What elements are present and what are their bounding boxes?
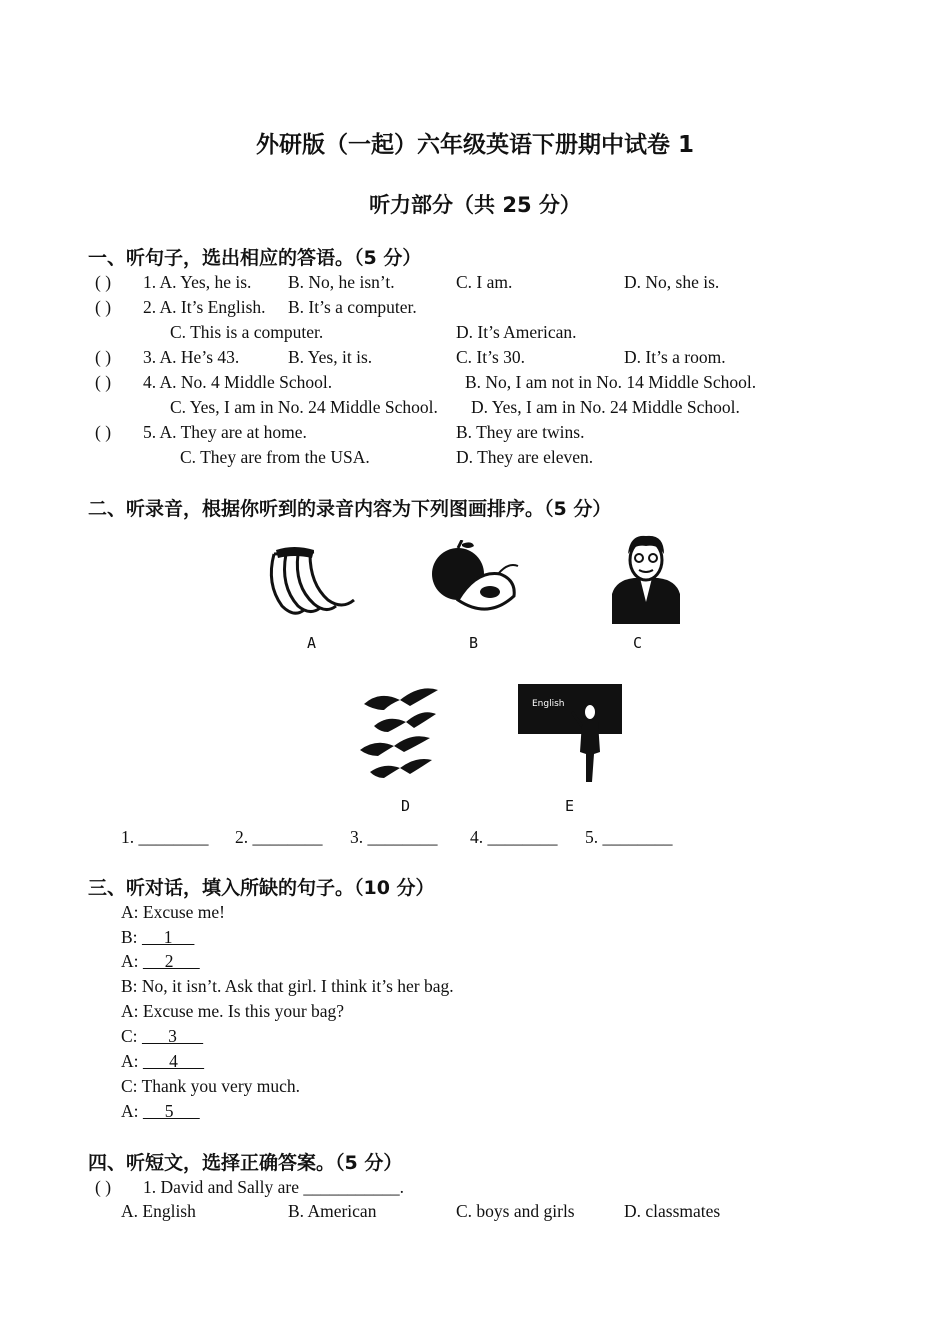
- picture-label-e: E: [565, 797, 575, 815]
- q4-option-c: C. Yes, I am in No. 24 Middle School.: [170, 397, 438, 417]
- exam-title: 外研版（一起）六年级英语下册期中试卷 1: [255, 132, 694, 158]
- answer-paren: ( ): [95, 1177, 112, 1197]
- picture-label-b: B: [469, 634, 479, 652]
- dialogue-line-2: [121, 927, 194, 947]
- listening-part-title: 听力部分（共 25 分）: [369, 193, 581, 217]
- section-1-heading: 一、听句子，选出相应的答语。（5 分）: [88, 247, 422, 269]
- s4-q1-option-d: D. classmates: [624, 1201, 721, 1221]
- q5-option-c: C. They are from the USA.: [180, 447, 370, 467]
- section-4-heading: 四、听短文，选择正确答案。（5 分）: [88, 1152, 403, 1174]
- order-blank-5[interactable]: 5. ________: [585, 827, 673, 847]
- picture-label-a: A: [307, 634, 317, 652]
- s4-q1-option-c: C. boys and girls: [456, 1201, 575, 1221]
- s4-q1-text: 1. David and Sally are ___________.: [143, 1177, 404, 1197]
- order-blank-3[interactable]: 3. ________: [350, 827, 438, 847]
- answer-paren: ( ): [95, 372, 112, 392]
- dialogue-blank-2[interactable]: 2: [142, 951, 200, 971]
- section-3-heading: 三、听对话，填入所缺的句子。（10 分）: [88, 877, 435, 899]
- s4-q1-option-a: A. English: [121, 1201, 196, 1221]
- q1-option-b: B. No, he isn’t.: [288, 272, 395, 292]
- q1-option-a: 1. A. Yes, he is.: [143, 272, 252, 292]
- s4-q1-option-b: B. American: [288, 1201, 377, 1221]
- dialogue-line-1: A: Excuse me!: [121, 902, 225, 922]
- dialogue-line-3: [121, 951, 200, 971]
- dialogue-line-9: [121, 1101, 200, 1121]
- answer-paren: ( ): [95, 422, 112, 442]
- dialogue-blank-4[interactable]: 4: [142, 1051, 205, 1071]
- q5-option-b: B. They are twins.: [456, 422, 585, 442]
- apples-picture: [428, 540, 524, 620]
- speaker-label: B:: [121, 927, 138, 947]
- q1-option-c: C. I am.: [456, 272, 513, 292]
- dialogue-line-6: [121, 1026, 203, 1046]
- q5-option-d: D. They are eleven.: [456, 447, 594, 467]
- picture-label-c: C: [633, 634, 643, 652]
- section-2-heading: 二、听录音，根据你听到的录音内容为下列图画排序。（5 分）: [88, 498, 612, 520]
- answer-paren: ( ): [95, 272, 112, 292]
- dialogue-line-8: C: Thank you very much.: [121, 1076, 301, 1096]
- speaker-label: A:: [121, 1051, 139, 1071]
- picture-label-d: D: [401, 797, 411, 815]
- q4-option-a: 4. A. No. 4 Middle School.: [143, 372, 333, 392]
- dialogue-blank-3[interactable]: 3: [141, 1026, 204, 1046]
- q1-option-d: D. No, she is.: [624, 272, 720, 292]
- birds-picture: [350, 680, 446, 790]
- q3-option-d: D. It’s a room.: [624, 347, 726, 367]
- q3-option-c: C. It’s 30.: [456, 347, 526, 367]
- teacher-blackboard-picture: [516, 682, 624, 786]
- order-blank-2[interactable]: 2. ________: [235, 827, 323, 847]
- q4-option-d: D. Yes, I am in No. 24 Middle School.: [471, 397, 740, 417]
- dialogue-blank-1[interactable]: 1: [141, 927, 195, 947]
- dialogue-line-5: A: Excuse me. Is this your bag?: [121, 1001, 345, 1021]
- bananas-picture: [264, 544, 360, 624]
- q2-option-a: 2. A. It’s English.: [143, 297, 266, 317]
- q2-option-d: D. It’s American.: [456, 322, 577, 342]
- order-blank-4[interactable]: 4. ________: [470, 827, 558, 847]
- q5-option-a: 5. A. They are at home.: [143, 422, 307, 442]
- answer-paren: ( ): [95, 297, 112, 317]
- dialogue-line-4: B: No, it isn’t. Ask that girl. I think it’s her bag.: [121, 976, 454, 996]
- q3-option-a: 3. A. He’s 43.: [143, 347, 240, 367]
- order-blank-1[interactable]: 1. ________: [121, 827, 209, 847]
- dialogue-line-7: [121, 1051, 204, 1071]
- blackboard-text: English: [532, 699, 565, 709]
- man-picture: [606, 532, 686, 624]
- speaker-label: A:: [121, 1101, 139, 1121]
- answer-paren: ( ): [95, 347, 112, 367]
- dialogue-blank-5[interactable]: 5: [142, 1101, 200, 1121]
- q3-option-b: B. Yes, it is.: [288, 347, 373, 367]
- speaker-label: C:: [121, 1026, 138, 1046]
- q4-option-b: B. No, I am not in No. 14 Middle School.: [465, 372, 757, 392]
- q2-option-b: B. It’s a computer.: [288, 297, 417, 317]
- speaker-label: A:: [121, 951, 139, 971]
- q2-option-c: C. This is a computer.: [170, 322, 324, 342]
